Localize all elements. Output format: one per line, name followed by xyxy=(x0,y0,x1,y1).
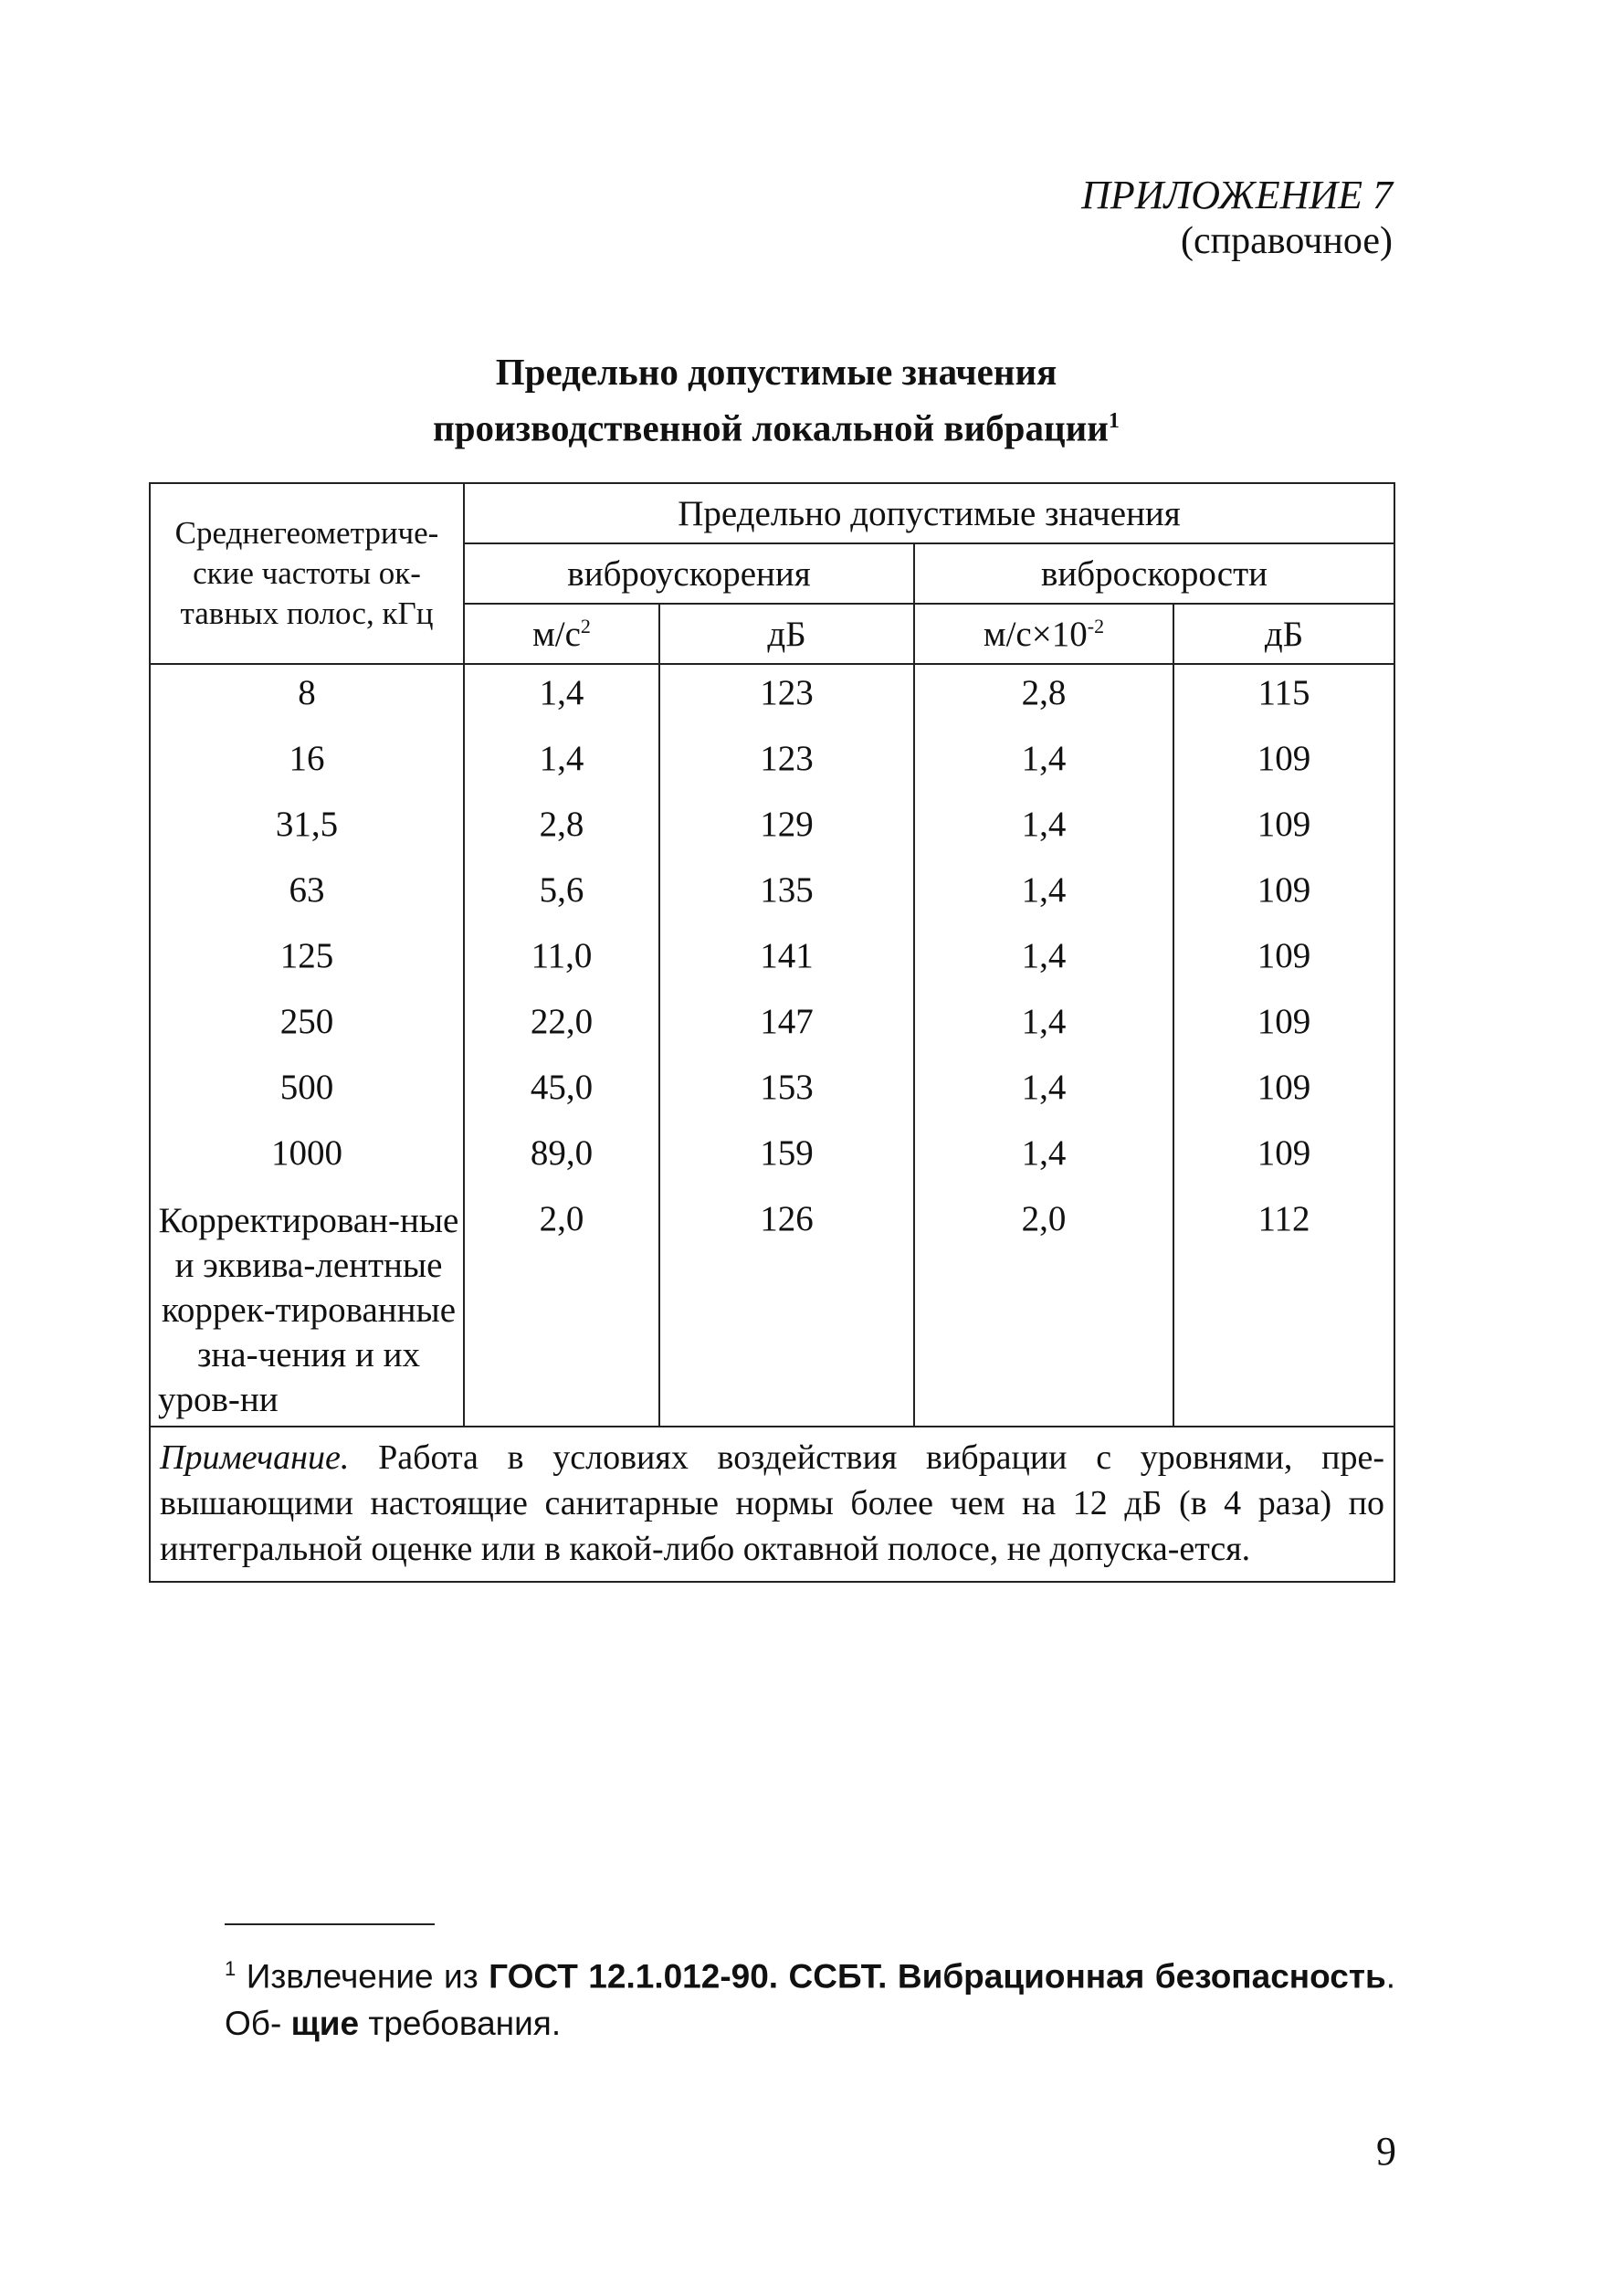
cell-velocity-db: 109 xyxy=(1173,862,1394,928)
table-row xyxy=(150,731,1394,796)
cell-velocity: 1,4 xyxy=(914,796,1173,862)
title-footnote-mark: 1 xyxy=(1108,409,1120,433)
unit-accel-db: дБ xyxy=(659,604,914,664)
footnote-mark: 1 xyxy=(225,1957,237,1980)
table-note xyxy=(150,1427,1394,1582)
cell-accel-db: 129 xyxy=(659,796,914,862)
cell-accel: 1,4 xyxy=(464,731,659,796)
cell-velocity: 1,4 xyxy=(914,994,1173,1059)
vibration-limits-table xyxy=(149,482,1395,1583)
cell-frequency: 125 xyxy=(150,928,464,994)
cell-velocity-db: 109 xyxy=(1173,731,1394,796)
corrected-velocity-db: 112 xyxy=(1173,1191,1394,1427)
cell-frequency: 16 xyxy=(150,731,464,796)
cell-accel-db: 135 xyxy=(659,862,914,928)
table-row xyxy=(150,796,1394,862)
cell-velocity: 1,4 xyxy=(914,928,1173,994)
corrected-velocity: 2,0 xyxy=(914,1191,1173,1427)
corrected-label: Корректирован-ные и эквива-лентные коррек-тированные зна-чения и их уров-ни xyxy=(150,1191,464,1427)
table-row xyxy=(150,664,1394,731)
cell-frequency: 63 xyxy=(150,862,464,928)
cell-accel: 22,0 xyxy=(464,994,659,1059)
cell-accel-db: 159 xyxy=(659,1125,914,1191)
column-header-frequency: Среднегеометриче-ские частоты ок-тавных полос, кГц xyxy=(150,483,464,664)
cell-velocity-db: 109 xyxy=(1173,1059,1394,1125)
title-line-2: производственной локальной вибрации$^1$ xyxy=(433,406,1120,449)
document-title xyxy=(384,347,1169,453)
cell-accel: 1,4 xyxy=(464,664,659,731)
cell-accel: 5,6 xyxy=(464,862,659,928)
note-label: Примечание. xyxy=(160,1438,350,1477)
cell-frequency: 500 xyxy=(150,1059,464,1125)
cell-velocity-db: 109 xyxy=(1173,928,1394,994)
cell-velocity: 1,4 xyxy=(914,1059,1173,1125)
column-group-header: Предельно допустимые значения xyxy=(464,483,1394,543)
cell-velocity: 2,8 xyxy=(914,664,1173,731)
cell-frequency: 31,5 xyxy=(150,796,464,862)
cell-accel: 2,8 xyxy=(464,796,659,862)
cell-velocity-db: 109 xyxy=(1173,994,1394,1059)
appendix-type: (справочное) xyxy=(1181,220,1393,262)
cell-accel-db: 147 xyxy=(659,994,914,1059)
cell-velocity: 1,4 xyxy=(914,731,1173,796)
table-row xyxy=(150,1059,1394,1125)
table-row xyxy=(150,928,1394,994)
subheader-acceleration: виброускорения xyxy=(464,543,914,604)
note-text: Работа в условиях воздействия вибрации с уровнями, пре-вышающими настоящие санитарные нормы более чем на 12 дБ (в 4 раза) по интегральной оценке или в какой-либо октавной полосе, не допуска-ется. xyxy=(160,1438,1384,1568)
cell-accel-db: 153 xyxy=(659,1059,914,1125)
cell-velocity: 1,4 xyxy=(914,1125,1173,1191)
cell-velocity: 1,4 xyxy=(914,862,1173,928)
cell-accel: 11,0 xyxy=(464,928,659,994)
cell-accel: 45,0 xyxy=(464,1059,659,1125)
cell-frequency: 250 xyxy=(150,994,464,1059)
cell-accel-db: 123 xyxy=(659,731,914,796)
cell-frequency: 8 xyxy=(150,664,464,731)
appendix-title: ПРИЛОЖЕНИЕ 7 xyxy=(1081,173,1393,217)
cell-velocity-db: 109 xyxy=(1173,796,1394,862)
table-row xyxy=(150,994,1394,1059)
cell-frequency: 1000 xyxy=(150,1125,464,1191)
cell-velocity-db: 109 xyxy=(1173,1125,1394,1191)
footnote: $^1$ Извлечение из ГОСТ 12.1.012-90. ССБТ. Вибрационная безопасность. Об- щие требования. xyxy=(225,1957,1395,2043)
table-row-corrected xyxy=(150,1191,1394,1427)
unit-velocity-db: дБ xyxy=(1173,604,1394,664)
unit-velocity: $м/с\times 10^{-2}$ xyxy=(914,604,1173,664)
cell-velocity-db: 115 xyxy=(1173,664,1394,731)
footnote-divider xyxy=(225,1923,435,1925)
cell-accel-db: 123 xyxy=(659,664,914,731)
cell-accel-db: 141 xyxy=(659,928,914,994)
page-number: 9 xyxy=(1376,2129,1396,2174)
title-line-1: Предельно допустимые значения xyxy=(495,351,1057,393)
cell-accel: 89,0 xyxy=(464,1125,659,1191)
unit-accel: $м/с^2$ xyxy=(464,604,659,664)
table-row xyxy=(150,1125,1394,1191)
subheader-velocity: виброскорости xyxy=(914,543,1394,604)
corrected-accel: 2,0 xyxy=(464,1191,659,1427)
corrected-accel-db: 126 xyxy=(659,1191,914,1427)
table-row xyxy=(150,862,1394,928)
